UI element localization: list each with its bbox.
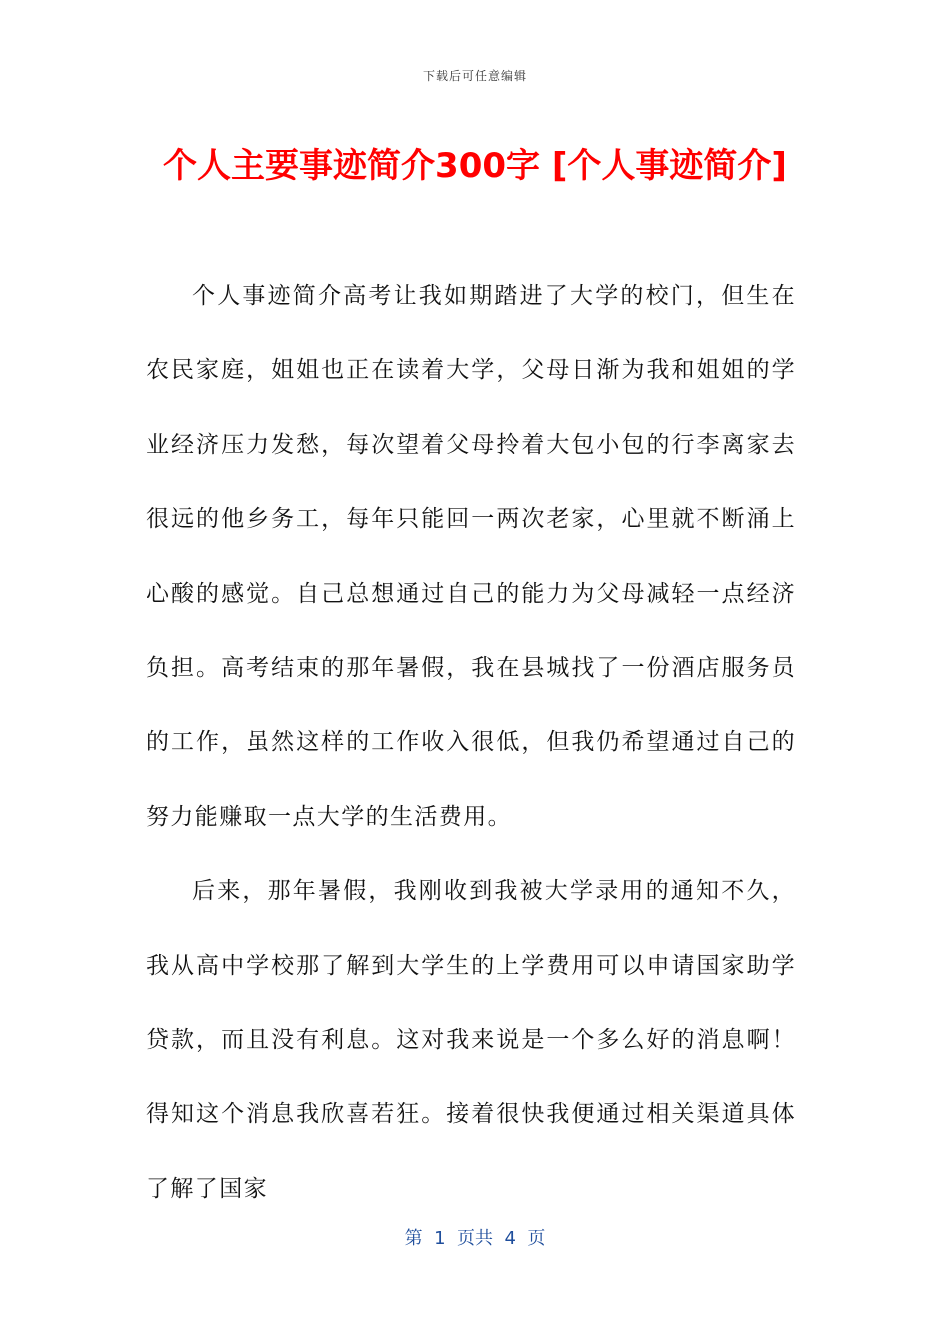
header-note: 下载后可任意编辑 — [422, 69, 527, 83]
document-body — [146, 259, 796, 1226]
page-number-footer: 第 1 页共 4 页 — [404, 1228, 546, 1249]
paragraph: 个人事迹简介高考让我如期踏进了大学的校门，但生在农民家庭，姐姐也正在读着大学，父母日渐为我和姐姐的学业经济压力发愁，每次望着父母拎着大包小包的行李离家去很远的他乡务工，每年只能回一两次老家，心里就不断涌上心酸的感觉。自己总想通过自己的能力为父母减轻一点经济负担。高考结束的那年暑假，我在县城找了一份酒店服务员的工作，虽然这样的工作收入很低，但我仍希望通过自己的努力能赚取一点大学的生活费用。 — [146, 283, 796, 830]
document-title: 个人主要事迹简介300字 [个人事迹简介] — [163, 146, 787, 186]
paragraph: 后来，那年暑假，我刚收到我被大学录用的通知不久，我从高中学校那了解到大学生的上学费用可以申请国家助学贷款，而且没有利息。这对我来说是一个多么好的消息啊！得知这个消息我欣喜若狂。接着很快我便通过相关渠道具体了解了国家 — [146, 878, 796, 1202]
